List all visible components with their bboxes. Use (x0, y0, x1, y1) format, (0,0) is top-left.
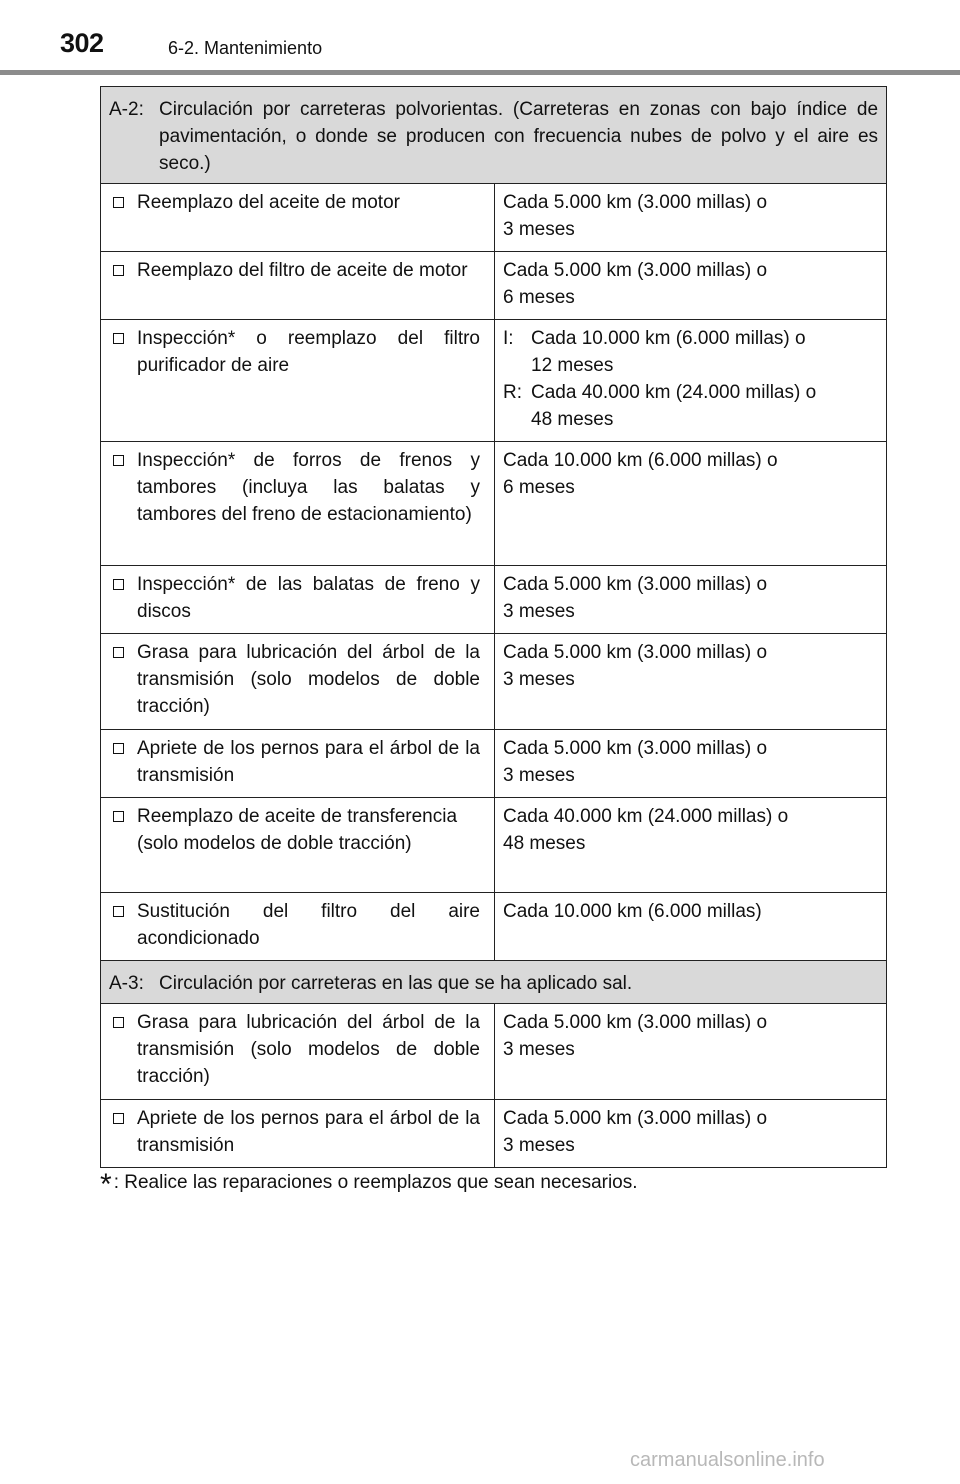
page-number: 302 (60, 28, 104, 58)
interval-line: 6 meses (503, 287, 575, 308)
table-row (101, 730, 887, 798)
checkbox-icon (113, 906, 124, 917)
footnote (100, 1168, 638, 1202)
maintenance-item: Sustitución del filtro del aire acondicionado (137, 901, 480, 949)
maintenance-item: Grasa para lubricación del árbol de la transmisión (solo modelos de doble tracción) (137, 642, 480, 717)
watermark: carmanualsonline.info (630, 1449, 825, 1471)
interval-line: Cada 5.000 km (3.000 millas) o (503, 738, 768, 759)
table-row (101, 566, 887, 634)
table-row (101, 634, 887, 730)
table-row (101, 798, 887, 893)
condition-text: Circulación por carreteras en las que se ha aplicado sal. (159, 973, 633, 994)
maintenance-item: Grasa para lubricación del árbol de la transmisión (solo modelos de doble tracción) (137, 1012, 480, 1087)
interval-line: Cada 5.000 km (3.000 millas) o (503, 574, 768, 595)
interval-line: Cada 5.000 km (3.000 millas) o (503, 260, 768, 281)
interval-line: 48 meses (503, 833, 586, 854)
checkbox-icon (113, 743, 124, 754)
maintenance-item: Reemplazo del aceite de motor (137, 192, 400, 213)
interval-line: 3 meses (503, 765, 575, 786)
maintenance-item: Reemplazo de aceite de transferencia (137, 806, 458, 827)
table-row (101, 1100, 887, 1168)
checkbox-icon (113, 333, 124, 344)
maintenance-item-note: (solo modelos de doble tracción) (137, 833, 412, 854)
interval-line: 3 meses (503, 669, 575, 690)
interval-line: Cada 5.000 km (3.000 millas) o (503, 1108, 768, 1129)
interval-line: 3 meses (503, 1135, 575, 1156)
maintenance-item: Reemplazo del filtro de aceite de motor (137, 260, 468, 281)
table-row (101, 320, 887, 442)
condition-header-a3 (101, 961, 887, 1004)
footnote-marker: * (100, 1168, 112, 1201)
condition-code: A-3: (109, 973, 144, 994)
interval-line: Cada 10.000 km (6.000 millas) o (503, 450, 778, 471)
checkbox-icon (113, 455, 124, 466)
interval-line: Cada 5.000 km (3.000 millas) o (503, 1012, 768, 1033)
table-row (101, 893, 887, 961)
maintenance-item: Apriete de los pernos para el árbol de la transmisión (137, 1108, 480, 1156)
interval-line: 3 meses (503, 601, 575, 622)
interval-replacement: R: Cada 40.000 km (24.000 millas) o 48 meses (503, 382, 817, 430)
interval-line: 6 meses (503, 477, 575, 498)
interval-line: Cada 5.000 km (3.000 millas) o (503, 642, 768, 663)
checkbox-icon (113, 197, 124, 208)
section-title: 6-2. Mantenimiento (168, 38, 323, 58)
table-row (101, 1004, 887, 1100)
checkbox-icon (113, 647, 124, 658)
header-rule (0, 70, 960, 75)
table-row (101, 252, 887, 320)
table-row (101, 442, 887, 566)
checkbox-icon (113, 579, 124, 590)
interval-line: Cada 40.000 km (24.000 millas) o (503, 806, 789, 827)
table-row (101, 184, 887, 252)
maintenance-item: Inspección* de las balatas de freno y discos (137, 574, 480, 622)
checkbox-icon (113, 811, 124, 822)
interval-inspection: I: Cada 10.000 km (6.000 millas) o 12 meses (503, 328, 806, 376)
maintenance-item: Apriete de los pernos para el árbol de la transmisión (137, 738, 480, 786)
interval-line: Cada 5.000 km (3.000 millas) o (503, 192, 768, 213)
footnote-text: : Realice las reparaciones o reemplazos que sean necesarios. (113, 1172, 638, 1193)
interval-line: Cada 10.000 km (6.000 millas) (503, 901, 762, 922)
condition-code: A-2: (109, 99, 144, 120)
condition-header-a2 (101, 87, 887, 184)
checkbox-icon (113, 265, 124, 276)
checkbox-icon (113, 1017, 124, 1028)
maintenance-table (100, 86, 887, 1168)
interval-line: 3 meses (503, 219, 575, 240)
maintenance-item: Inspección* de forros de frenos y tambores (incluya las balatas y tambores del freno de estacionamiento) (137, 450, 480, 525)
maintenance-item: Inspección* o reemplazo del filtro purificador de aire (137, 328, 480, 376)
checkbox-icon (113, 1113, 124, 1124)
page-header (0, 0, 960, 76)
interval-line: 3 meses (503, 1039, 575, 1060)
condition-text: Circulación por carreteras polvorientas. (Carreteras en zonas con bajo índice de pavimentación, o donde se producen con frecuencia nubes de polvo y el aire es seco.) (159, 99, 879, 174)
